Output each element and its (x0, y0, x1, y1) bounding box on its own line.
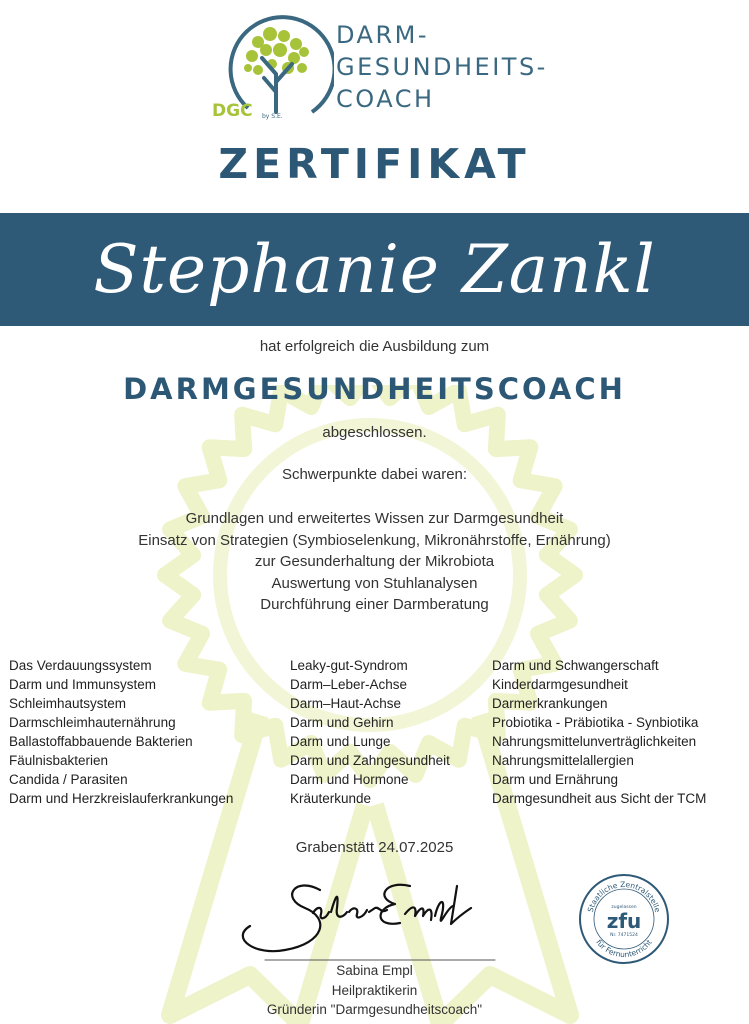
certificate-title: ZERTIFIKAT (218, 140, 531, 188)
topics-column-1 (9, 656, 233, 808)
brand-line-2: GESUNDHEITS- (336, 53, 548, 81)
topic-item: Nahrungsmittelallergien (492, 753, 634, 768)
focus-line: Einsatz von Strategien (Symbioselenkung, Mikronährstoffe, Ernährung) (138, 532, 611, 549)
stamp-bottom-text: für Fernunterricht (594, 937, 654, 960)
topics-column-2 (290, 656, 450, 808)
topic-item: Darm und Zahngesundheit (290, 753, 450, 768)
topic-item: Darmerkrankungen (492, 696, 608, 711)
topic-item: Darm und Hormone (290, 772, 409, 787)
topic-item: Darm–Leber-Achse (290, 677, 408, 692)
topic-item: Probiotika - Präbiotika - Synbiotika (492, 715, 699, 730)
topic-item: Leaky-gut-Syndrom (290, 658, 408, 673)
tree-logo-icon (208, 12, 334, 122)
stamp-logo: zfu (606, 909, 642, 933)
topic-item: Darm und Ernährung (492, 772, 619, 787)
signatory-title: Gründerin "Darmgesundheitscoach" (266, 1002, 483, 1017)
brand-line-1: DARM- (336, 21, 430, 49)
topic-item: Darm und Gehirn (290, 715, 394, 730)
topic-item: Ballastoffabbauende Bakterien (9, 734, 193, 749)
topic-item: Kinderdarmgesundheit (492, 677, 628, 692)
topic-item: Schleimhautsystem (9, 696, 127, 711)
topic-item: Candida / Parasiten (9, 772, 128, 787)
zfu-stamp-icon (578, 873, 670, 965)
stamp-number: Nr. 7471524 (610, 933, 638, 938)
focus-line: Durchführung einer Darmberatung (260, 596, 489, 613)
topic-item: Darmgesundheit aus Sicht der TCM (492, 791, 707, 806)
signatory-role: Heilpraktikerin (331, 983, 418, 998)
topic-item: Kräuterkunde (290, 791, 372, 806)
stamp-top-text: Staatliche Zentralstelle (585, 879, 663, 914)
logo-abbreviation: DGC (212, 101, 253, 121)
completed-text: abgeschlossen. (322, 424, 427, 441)
recipient-name: Stephanie Zankl (93, 231, 656, 308)
topic-item: Darmschleimhauternährung (9, 715, 176, 730)
focus-line: Grundlagen und erweitertes Wissen zur Darmgesundheit (185, 510, 564, 527)
stamp-small-text: zugelassen (611, 905, 637, 910)
signature-icon (225, 868, 525, 968)
topic-item: Darm und Immunsystem (9, 677, 157, 692)
brand-line-3: COACH (336, 85, 435, 113)
topic-item: Darm und Herzkreislauferkrankungen (9, 791, 234, 806)
logo-byline: by S.E. (262, 113, 283, 120)
topics-column-3 (492, 656, 706, 808)
topic-item: Das Verdauungssystem (9, 658, 152, 673)
signatory-name: Sabina Empl (336, 963, 413, 978)
topic-item: Fäulnisbakterien (9, 753, 109, 768)
intro-text: hat erfolgreich die Ausbildung zum (259, 338, 490, 355)
topic-item: Darm–Haut-Achse (290, 696, 402, 711)
focus-line: zur Gesunderhaltung der Mikrobiota (254, 553, 495, 570)
topic-item: Darm und Lunge (290, 734, 391, 749)
topic-item: Darm und Schwangerschaft (492, 658, 659, 673)
course-name: DARMGESUNDHEITSCOACH (123, 372, 626, 406)
topic-item: Nahrungsmittelunverträglichkeiten (492, 734, 697, 749)
focus-heading: Schwerpunkte dabei waren: (281, 466, 468, 483)
place-date: Grabenstätt 24.07.2025 (295, 839, 454, 856)
focus-line: Auswertung von Stuhlanalysen (271, 575, 478, 592)
